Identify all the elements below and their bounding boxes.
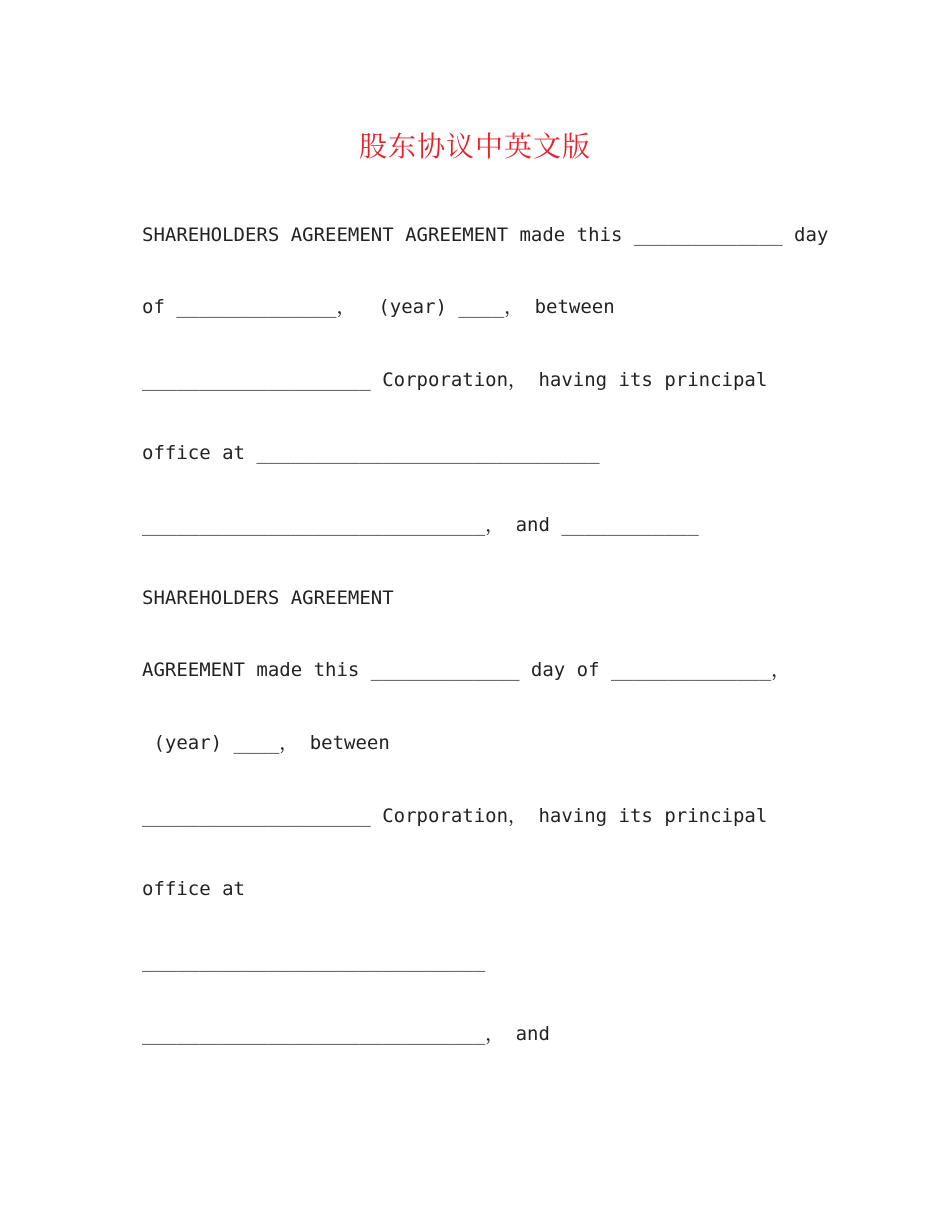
text-line: of ______________， (year) ____， between: [142, 296, 615, 318]
document-title: 股东协议中英文版: [358, 130, 591, 163]
text-line: (year) ____， between: [142, 732, 390, 754]
text-line: ____________________ Corporation， having its principal: [142, 805, 768, 827]
text-line: office at: [142, 878, 245, 900]
text-line: ______________________________: [142, 950, 486, 972]
text-line: SHAREHOLDERS AGREEMENT AGREEMENT made this _____________ day: [142, 224, 829, 246]
text-line: ______________________________， and ____________: [142, 514, 699, 536]
text-line: ____________________ Corporation， having its principal: [142, 369, 768, 391]
text-line: SHAREHOLDERS AGREEMENT: [142, 587, 394, 609]
text-line: ______________________________， and: [142, 1023, 550, 1045]
text-line: AGREEMENT made this _____________ day of ______________，: [142, 659, 791, 681]
text-line: office at ______________________________: [142, 442, 600, 464]
